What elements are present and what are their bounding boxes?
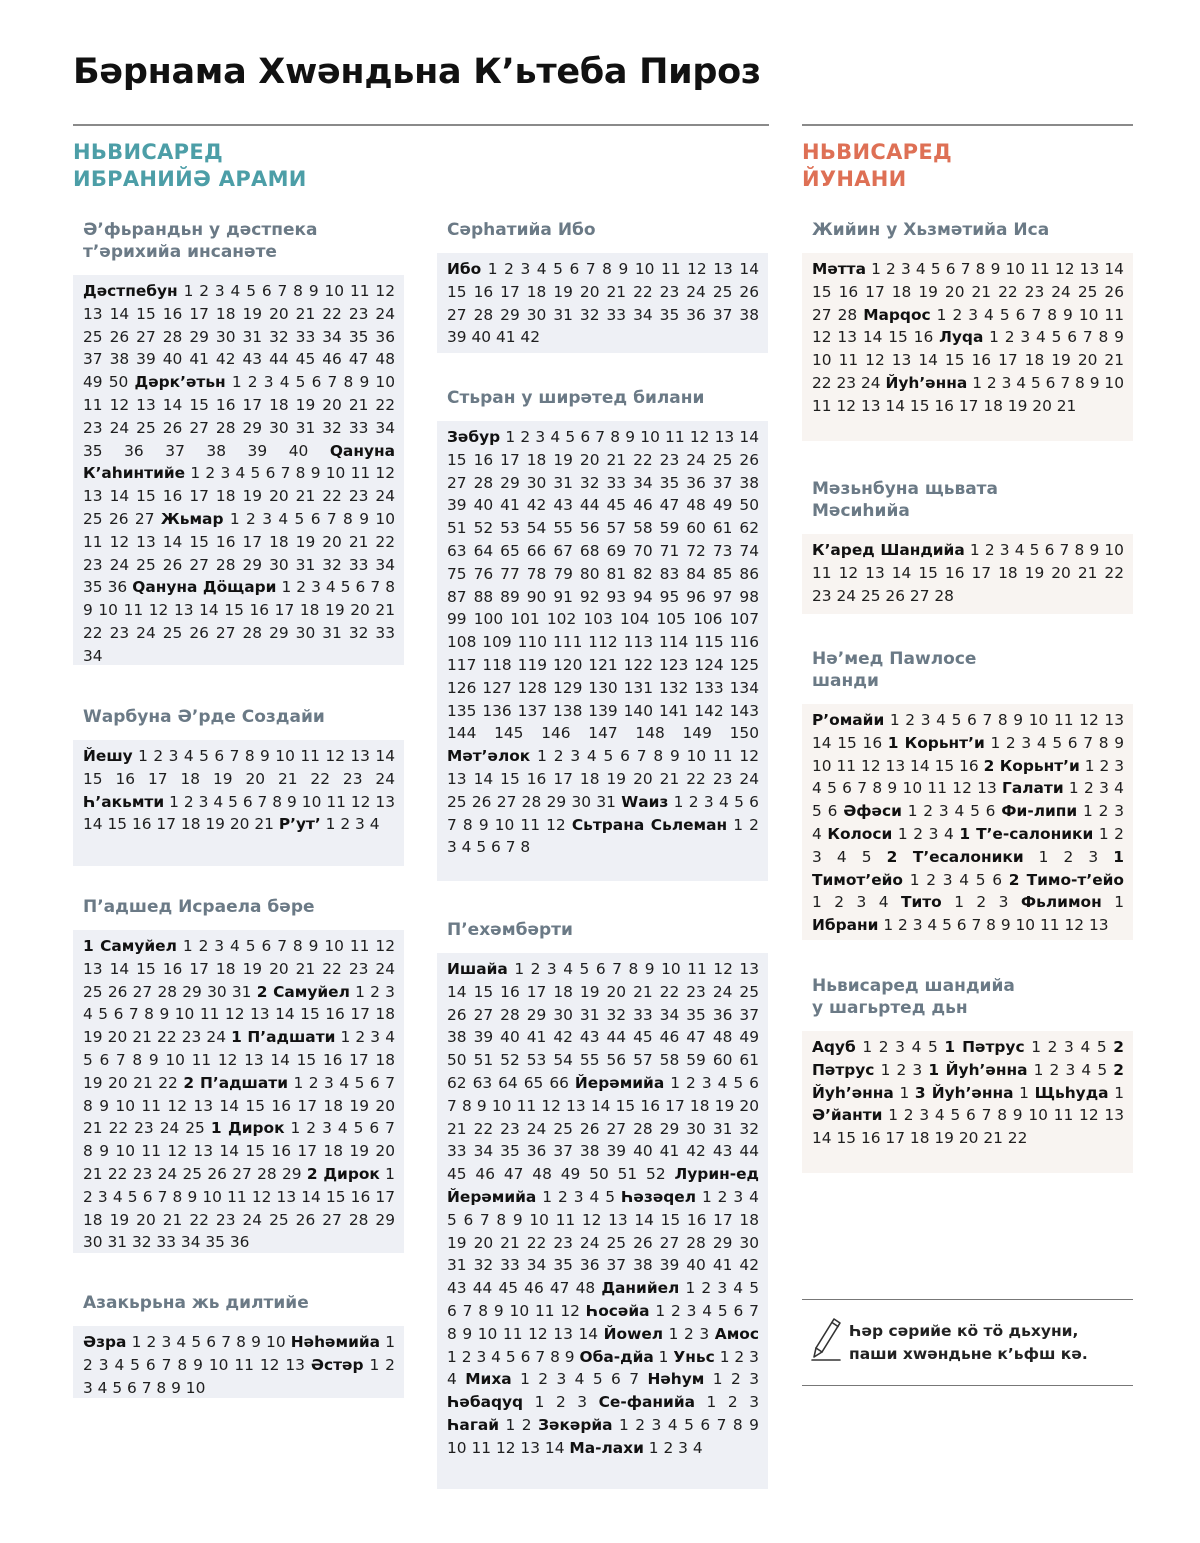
group-title-line: Азакьрьна жь дилтийе xyxy=(83,1293,309,1313)
book-name: Колоси xyxy=(827,824,893,843)
book-name: Йешу xyxy=(83,747,133,765)
reading-group xyxy=(73,896,404,1253)
reading-group xyxy=(437,919,768,1489)
chapter-numbers: 1 2 3 4 5 6 7 8 9 10 11 12 13 14 15 16 xyxy=(812,733,1124,775)
book-name: 1 Дирок xyxy=(210,1119,285,1138)
chapter-numbers: 1 2 3 4 5 xyxy=(1033,1060,1108,1079)
reading-group xyxy=(73,219,404,665)
book-name: 1 Пәтрус xyxy=(944,1038,1025,1056)
group-title-line: Жийин у Хьзмәтийа Иса xyxy=(812,220,1050,240)
book-name: Галати xyxy=(1002,779,1064,798)
tip-line: Һәр сәрийе кӧ тӧ дьхуни, xyxy=(849,1322,1079,1340)
chapter-numbers: 1 2 3 4 5 6 7 8 9 xyxy=(447,1347,575,1366)
chapter-box xyxy=(802,253,1133,441)
chapter-numbers: 1 2 3 4 5 6 7 8 9 10 11 12 xyxy=(447,1279,759,1320)
group-title xyxy=(802,975,1133,1019)
book-name: Һәбаԛуԛ xyxy=(447,1393,524,1412)
book-name: Нәһәмийа xyxy=(290,1333,381,1351)
hebrew-heading-line-1: НЬВИСАРЕД xyxy=(73,140,223,164)
group-title xyxy=(73,1292,404,1314)
chapter-box xyxy=(437,421,768,881)
book-name: Ԛануна Дӧщари xyxy=(132,578,277,597)
book-name: 2 Корьнт’и xyxy=(983,756,1080,775)
chapter-numbers: 1 2 3 4 xyxy=(447,1347,759,1389)
chapter-numbers: 1 xyxy=(1019,1083,1029,1102)
group-title xyxy=(73,896,404,918)
group-title-line: П’ехәмбәрти xyxy=(447,920,573,940)
chapter-numbers: 1 2 3 4 xyxy=(812,893,889,912)
reading-group xyxy=(802,478,1133,614)
book-name: Әзра xyxy=(83,1333,127,1351)
chapter-numbers: 1 xyxy=(1114,893,1124,912)
book-name: Миха xyxy=(465,1370,512,1389)
chapter-numbers: 1 2 3 xyxy=(534,1393,588,1412)
greek-heading-line-1: НЬВИСАРЕД xyxy=(802,140,952,164)
book-name: Уньс xyxy=(673,1347,715,1366)
chapter-numbers: 1 2 3 4 5 6 7 8 9 10 11 12 13 14 15 16 17 18 19 20 21 22 23 24 25 26 27 28 29 30 31 32 33 34 35 36 37 38 39 40 41 42 xyxy=(447,260,759,347)
chapter-box xyxy=(802,1031,1133,1173)
book-name: Һәзәԛел xyxy=(621,1187,696,1206)
book-name: 2 Дирок xyxy=(306,1164,380,1183)
chapter-numbers: 1 2 3 4 5 6 7 8 9 10 11 12 13 14 15 16 17 18 19 20 21 22 23 24 25 26 27 28 29 30 31 32 33 34 35 36 xyxy=(83,509,395,597)
book-name: Һ’акьмти xyxy=(83,792,165,811)
chapter-numbers: 1 2 3 4 5 6 7 8 9 10 11 12 13 14 15 16 17 18 19 20 21 22 23 24 25 26 27 28 29 30 31 32 33 34 35 36 37 38 39 40 41 42 43 44 45 46 47 48 xyxy=(447,1187,759,1298)
book-name: 2 Йуһ’әнна xyxy=(812,1060,1124,1102)
book-name: Ма-лахи xyxy=(569,1438,644,1457)
chapter-numbers: 1 xyxy=(1114,1083,1124,1102)
chapter-numbers: 1 2 3 4 5 6 7 8 9 10 11 12 13 14 15 16 17 18 19 20 21 22 23 24 25 26 27 28 29 30 31 32 33 34 35 36 37 38 39 40 41 42 43 44 45 46 47 48 49 50 51 52 53 54 55 56 57 58 59 60 61 62 63 64 65 66 xyxy=(447,960,759,1092)
book-name: Жьмар xyxy=(160,509,224,528)
book-name: Йерәмийа xyxy=(574,1073,665,1092)
page-title: Бәрнама Хwәндьна К’ьтеба Пироз xyxy=(73,52,761,92)
group-title xyxy=(437,219,768,241)
book-name: 2 Пәтрус xyxy=(812,1038,1124,1079)
book-name: Мәт’әлок xyxy=(447,747,531,766)
book-name: Луԛа xyxy=(939,328,984,347)
chapter-numbers: 1 2 3 4 5 6 7 8 9 10 11 12 xyxy=(447,792,759,834)
tip-line: паши хwәндьне к’ьфш кә. xyxy=(849,1345,1088,1363)
group-title-line: Ә’фьрандьн у дәстпека xyxy=(83,220,318,240)
book-name: Нәһум xyxy=(647,1370,705,1389)
group-title-line: Мәзьнбуна щьвата xyxy=(812,479,999,499)
chapter-numbers: 1 2 3 4 5 6 xyxy=(909,870,1002,889)
book-name: Данийел xyxy=(601,1279,680,1298)
book-name: Йоwел xyxy=(603,1324,664,1343)
book-name: Әстәр xyxy=(310,1355,364,1374)
chapter-numbers: 1 2 3 4 5 6 7 8 9 10 xyxy=(131,1333,286,1351)
chapter-numbers: 1 2 3 4 xyxy=(812,802,1124,843)
chapter-numbers: 1 2 3 4 5 6 7 8 9 10 11 12 13 14 15 16 17 18 19 20 21 22 23 24 25 26 27 28 29 30 31 xyxy=(83,937,395,1001)
group-title xyxy=(73,706,404,728)
book-name: Фьлимон xyxy=(1020,893,1102,912)
chapter-numbers: 1 2 3 4 5 6 7 8 9 10 11 12 13 14 15 16 xyxy=(812,711,1124,752)
chapter-box xyxy=(437,953,768,1489)
chapter-numbers: 1 2 3 4 5 xyxy=(1031,1038,1107,1056)
book-name: Р’ут’ xyxy=(278,815,321,834)
group-title-line: Сәрһатийа Ибо xyxy=(447,220,596,240)
book-name: Се-фанийа xyxy=(598,1393,695,1412)
book-name: 1 Тимот’ейо xyxy=(812,847,1124,889)
book-name: Ә’йанти xyxy=(812,1106,883,1125)
chapter-numbers: 1 xyxy=(899,1083,910,1102)
chapter-numbers: 1 2 3 xyxy=(954,893,1009,912)
book-name: 2 Самуйел xyxy=(256,982,350,1001)
reading-tip xyxy=(802,1299,1133,1386)
book-name: Фи-липи xyxy=(1001,802,1078,821)
group-title-line: шанди xyxy=(812,671,879,691)
chapter-numbers: 1 2 3 xyxy=(712,1370,759,1389)
chapter-numbers: 1 2 3 4 5 6 7 8 9 10 11 12 13 14 15 16 17 18 19 20 21 xyxy=(812,373,1124,415)
book-name: Ибрани xyxy=(812,916,879,935)
chapter-numbers: 1 2 3 4 5 6 7 8 9 10 11 12 13 14 15 16 17 18 19 20 21 22 23 24 25 26 27 28 29 30 31 32 33 34 35 36 37 38 39 40 xyxy=(83,373,395,460)
hebrew-section-heading xyxy=(73,139,307,193)
chapter-numbers: 1 2 3 4 5 6 7 8 9 10 11 12 13 14 15 16 17 18 19 20 21 xyxy=(83,792,395,834)
group-title-line: т’әрихийа инсанәте xyxy=(83,242,277,262)
book-name: Щьһуда xyxy=(1034,1083,1109,1102)
book-name: Р’омайи xyxy=(812,711,885,729)
chapter-numbers: 1 2 3 4 5 6 7 8 9 10 11 12 13 14 15 16 17 18 19 20 21 22 23 24 25 26 27 28 xyxy=(812,260,1124,324)
group-title xyxy=(802,478,1133,522)
book-name: 2 П’адшати xyxy=(183,1073,288,1092)
group-title-line: Мәсиһийа xyxy=(812,501,910,521)
book-name: Оба-дйа xyxy=(579,1347,654,1366)
reading-group xyxy=(73,706,404,866)
book-name: К’аред Шандийа xyxy=(812,541,965,559)
chapter-numbers: 1 2 xyxy=(505,1415,532,1434)
chapter-numbers: 1 2 3 4 5 6 7 8 9 10 11 12 13 14 15 16 17 18 19 20 21 22 23 24 25 26 27 28 29 30 31 32 33 34 35 36 37 38 39 40 41 42 43 44 45 46 47 48 49 50 51 52 53 54 55 56 57 58 59 60 61 62 63 64 65 66 67 68 69 70 71 72 73 74 75 76 77 78 79 80 81 82 83 84 85 86 87 88 89 90 91 92 93 94 95 96 97 98 99 100 101 102 103 104 105 106 107 108 109 110 111 112 113 114 115 116 117 118 119 120 121 122 123 124 125 126 127 128 129 130 131 132 133 134 135 136 137 138 139 140 141 142 143 144 145 146 147 148 149 150 xyxy=(447,428,759,743)
chapter-numbers: 1 2 3 4 5 6 7 8 9 10 11 12 13 14 15 16 17 18 19 20 21 22 23 24 25 xyxy=(83,1073,395,1138)
chapter-numbers: 1 xyxy=(658,1347,669,1366)
book-name: Йуһ’әнна xyxy=(885,373,968,392)
book-name: 2 Тимо-т’ейо xyxy=(1008,870,1124,889)
chapter-box xyxy=(73,930,404,1253)
book-name: 2 Т’есалоники xyxy=(886,847,1024,866)
book-name: Ԛануна К’аһинтийе xyxy=(83,441,395,483)
chapter-numbers: 1 2 3 4 5 6 7 8 9 10 11 12 13 14 15 16 17 18 19 20 21 22 23 24 25 26 27 28 29 30 31 xyxy=(447,747,759,811)
group-title-line: Нә’мед Пawлосе xyxy=(812,649,977,669)
chapter-numbers: 1 2 3 4 5 6 7 8 9 10 11 12 13 14 15 16 xyxy=(812,305,1125,347)
group-title-line: Wарбуна Ә’рде Создайи xyxy=(83,707,325,727)
chapter-box xyxy=(437,253,768,353)
book-name: Ишайа xyxy=(447,960,508,978)
chapter-numbers: 1 2 3 4 5 6 7 8 9 10 11 12 13 14 15 16 17 18 19 20 21 22 23 24 25 26 27 xyxy=(83,464,395,528)
chapter-numbers: 1 2 3 4 xyxy=(648,1438,703,1457)
hebrew-heading-line-2: ИБРАНИЙӘ АРАМИ xyxy=(73,167,307,191)
book-name: Лурин-ед Йерәмийа xyxy=(447,1165,759,1206)
book-name: Ибо xyxy=(447,260,482,278)
chapter-numbers: 1 2 3 4 5 6 7 8 9 10 11 12 13 14 15 16 17 18 19 20 21 22 23 24 25 26 27 28 29 30 31 32 33 34 35 36 37 38 39 40 41 42 43 44 45 46 47 48 49 50 xyxy=(83,282,395,392)
chapter-numbers: 1 2 3 4 5 6 7 8 9 10 11 12 13 14 xyxy=(447,1415,759,1457)
book-name: 1 Самуйел xyxy=(83,937,177,955)
book-name: Һагай xyxy=(447,1415,500,1434)
book-name: 1 Т’е-салоники xyxy=(959,824,1094,843)
chapter-numbers: 1 2 3 4 5 6 7 8 9 10 11 12 13 xyxy=(812,756,1124,798)
chapter-numbers: 1 2 3 4 5 6 7 8 9 10 11 12 13 14 15 16 17 18 19 20 21 22 23 24 xyxy=(812,328,1124,392)
chapter-numbers: 1 2 3 4 5 6 7 8 9 10 11 12 13 14 15 16 17 18 19 20 21 22 23 24 25 26 27 28 29 30 31 32 33 34 xyxy=(83,578,395,665)
chapter-numbers: 1 2 3 4 5 6 7 8 9 10 11 12 13 14 15 16 17 18 19 20 21 22 23 24 xyxy=(83,982,395,1047)
chapter-numbers: 1 2 3 4 5 6 7 8 9 10 11 12 13 14 15 16 17 18 19 20 21 22 23 24 xyxy=(83,747,395,788)
chapter-box xyxy=(73,740,404,866)
book-name: Тито xyxy=(900,893,942,912)
chapter-numbers: 1 2 3 4 5 6 7 8 xyxy=(447,815,759,857)
reading-group xyxy=(802,648,1133,940)
book-name: Мәтта xyxy=(812,260,866,278)
chapter-numbers: 1 2 3 4 5 6 7 8 9 10 11 12 13 14 15 16 17 18 19 20 21 22 xyxy=(812,1106,1124,1148)
reading-group xyxy=(437,387,768,881)
divider-hebrew xyxy=(73,124,769,126)
chapter-numbers: 1 2 3 4 5 6 7 8 9 10 11 12 13 xyxy=(83,1333,395,1374)
greek-section-heading xyxy=(802,139,952,193)
chapter-numbers: 1 2 3 4 5 6 xyxy=(907,802,996,821)
divider-greek xyxy=(802,124,1133,126)
book-name: 3 Йуһ’әнна xyxy=(914,1083,1014,1102)
book-name: 1 Йуһ’әнна xyxy=(928,1060,1028,1079)
reading-group xyxy=(73,1292,404,1398)
chapter-numbers: 1 2 3 4 5 6 7 8 9 10 xyxy=(83,1355,395,1397)
chapter-numbers: 1 2 3 4 5 xyxy=(542,1187,616,1206)
chapter-numbers: 1 2 3 4 5 6 7 8 9 10 11 12 13 14 15 16 17 18 19 20 21 22 23 24 25 26 27 28 29 xyxy=(83,1119,395,1183)
chapter-numbers: 1 2 3 4 xyxy=(897,824,954,843)
chapter-numbers: 1 2 3 4 5 xyxy=(812,824,1124,866)
chapter-numbers: 1 2 3 xyxy=(668,1324,710,1343)
chapter-numbers: 1 2 3 4 5 xyxy=(862,1038,938,1056)
group-title xyxy=(802,648,1133,692)
book-name: Дәрк’әтьн xyxy=(134,373,226,392)
reading-group xyxy=(802,975,1133,1173)
group-title xyxy=(73,219,404,263)
book-name: Wаиз xyxy=(621,792,669,811)
chapter-numbers: 1 2 3 4 xyxy=(325,815,380,834)
chapter-numbers: 1 2 3 4 5 6 7 8 9 10 11 12 13 14 15 16 17 18 19 20 21 22 23 24 25 26 27 28 xyxy=(812,541,1124,605)
tip-text xyxy=(849,1320,1088,1366)
chapter-numbers: 1 2 3 4 5 6 7 8 9 10 11 12 13 xyxy=(883,916,1109,935)
chapter-numbers: 1 2 3 xyxy=(880,1060,923,1079)
chapter-numbers: 1 2 3 4 5 6 7 8 9 10 11 12 13 14 15 16 17 18 19 20 21 22 xyxy=(83,1028,395,1092)
book-name: Зәкәрйа xyxy=(538,1415,613,1434)
book-name: Әфәси xyxy=(843,802,902,821)
chapter-box xyxy=(73,275,404,665)
group-title xyxy=(802,219,1133,241)
book-name: Аԛуб xyxy=(812,1038,856,1056)
book-name: 1 П’адшати xyxy=(231,1028,336,1047)
pencil-icon xyxy=(810,1316,842,1362)
group-title-line: у шагьртед дьн xyxy=(812,998,968,1018)
group-title-line: П’адшед Исраела бәре xyxy=(83,897,315,917)
chapter-numbers: 1 2 3 4 5 6 7 xyxy=(520,1370,640,1389)
chapter-box xyxy=(802,534,1133,614)
book-name: Марԛос xyxy=(863,305,931,324)
book-name: Амос xyxy=(714,1324,759,1343)
chapter-numbers: 1 2 3 4 5 6 7 8 9 10 11 12 13 14 15 16 17 18 19 20 21 22 23 24 25 26 27 28 29 30 31 32 33 34 35 36 37 38 39 40 41 42 43 44 45 46 47 48 49 50 51 52 xyxy=(447,1073,759,1184)
reading-group xyxy=(802,219,1133,441)
book-name: Дәстпебун xyxy=(83,282,178,300)
chapter-numbers: 1 2 3 xyxy=(1038,847,1099,866)
group-title xyxy=(437,387,768,409)
chapter-box xyxy=(73,1326,404,1398)
chapter-numbers: 1 2 3 4 5 6 7 8 9 10 11 12 13 14 15 16 17 18 19 20 21 22 23 24 25 26 27 28 29 30 31 32 33 34 35 36 xyxy=(83,1164,395,1252)
chapter-box xyxy=(802,704,1133,940)
book-name: Сьтрана Сьлеман xyxy=(571,815,728,834)
book-name: Һосәйа xyxy=(585,1301,650,1320)
group-title-line: Ньвисаред шандийа xyxy=(812,976,1015,996)
book-name: Зәбур xyxy=(447,428,501,446)
chapter-numbers: 1 2 3 xyxy=(706,1393,759,1412)
chapter-numbers: 1 2 3 4 5 6 xyxy=(812,779,1124,821)
group-title-line: Стьран у ширәтед билани xyxy=(447,388,705,408)
group-title xyxy=(437,919,768,941)
chapter-numbers: 1 2 3 4 5 6 7 8 9 10 11 12 13 14 xyxy=(447,1301,759,1343)
reading-group xyxy=(437,219,768,353)
book-name: 1 Корьнт’и xyxy=(887,733,985,752)
greek-heading-line-2: ЙУНАНИ xyxy=(802,167,907,191)
